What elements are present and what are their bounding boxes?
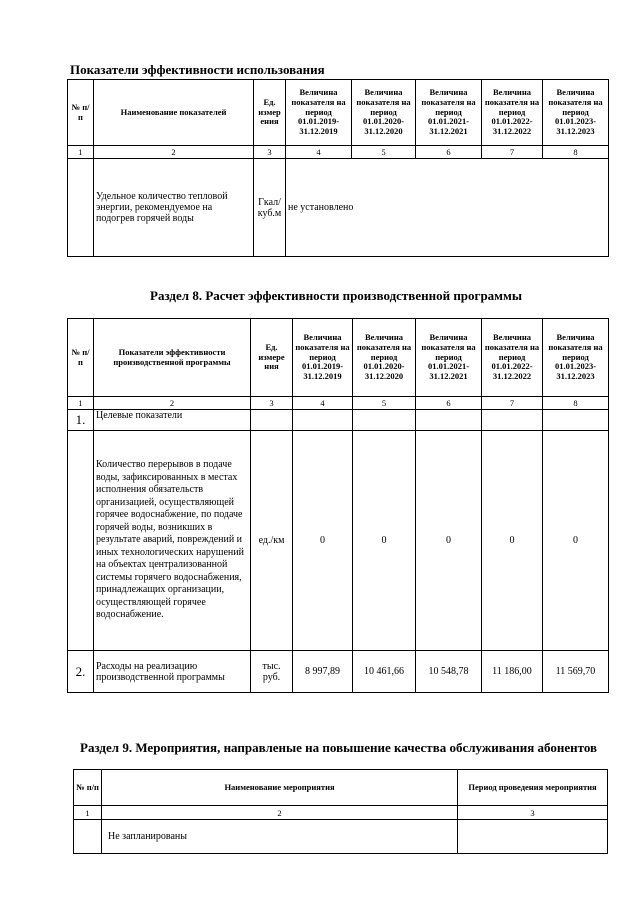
- col-2023-header: Величина показателя на период 01.01.2023-31.12.2023: [543, 319, 609, 397]
- col-2022-header: Величина показателя на период 01.01.2022-31.12.2022: [482, 319, 543, 397]
- index-cell: 1: [68, 146, 94, 159]
- index-cell: 2: [94, 397, 251, 410]
- costs-value-2019: 8 997,89: [293, 651, 353, 693]
- row-num-cell: [74, 820, 102, 854]
- measure-period: [458, 820, 608, 854]
- perf-section-title: Показатели эффективности использования: [70, 62, 325, 77]
- col-2023-header: Величина показателя на период 01.01.2023-31.12.2023: [543, 80, 609, 146]
- index-cell: 5: [353, 397, 416, 410]
- costs-row: [68, 651, 609, 693]
- index-cell: 5: [352, 146, 416, 159]
- row-num-cell: [68, 159, 94, 257]
- group-label: Целевые показатели: [94, 410, 251, 431]
- col-name-header: Показатели эффективности производственной программы: [94, 319, 251, 397]
- perf-index-row: [68, 146, 609, 159]
- col-2021-header: Величина показателя на период 01.01.2021-31.12.2021: [416, 80, 482, 146]
- col-unit-header: Ед. измере ния: [251, 319, 293, 397]
- section9-title: Раздел 9. Мероприятия, направленые на повышение качества обслуживания абонентов: [80, 740, 598, 755]
- costs-num: 2.: [68, 651, 94, 693]
- index-cell: 7: [482, 397, 543, 410]
- section8-title: Раздел 8. Расчет эффективности производственной программы: [150, 288, 523, 303]
- breaks-value-2023: 0: [543, 431, 609, 651]
- col-unit-header: Ед. измер ения: [254, 80, 286, 146]
- costs-value-2020: 10 461,66: [353, 651, 416, 693]
- perf-header-row: [68, 80, 609, 146]
- col-2020-header: Величина показателя на период 01.01.2020-31.12.2020: [352, 80, 416, 146]
- breaks-value-2022: 0: [482, 431, 543, 651]
- col-2019-header: Величина показателя на период 01.01.2019-31.12.2019: [293, 319, 353, 397]
- index-cell: 8: [543, 146, 609, 159]
- col-num-header: № п/п: [74, 770, 102, 806]
- costs-value-2021: 10 548,78: [416, 651, 482, 693]
- col-2022-header: Величина показателя на период 01.01.2022-31.12.2022: [482, 80, 543, 146]
- col-2021-header: Величина показателя на период 01.01.2021-31.12.2021: [416, 319, 482, 397]
- row-num-cell: [68, 431, 94, 651]
- group-num: 1.: [68, 410, 94, 431]
- costs-value-2022: 11 186,00: [482, 651, 543, 693]
- index-cell: 3: [251, 397, 293, 410]
- group-row-targets: [68, 410, 609, 431]
- index-cell: 2: [94, 146, 254, 159]
- col-name-header: Наименование показателей: [94, 80, 254, 146]
- col-measure-header: Наименование мероприятия: [102, 770, 458, 806]
- index-cell: 7: [482, 146, 543, 159]
- col-2020-header: Величина показателя на период 01.01.2020-31.12.2020: [353, 319, 416, 397]
- indicator-unit: Гкал/ куб.м: [254, 159, 286, 257]
- col-period-header: Период проведения мероприятия: [458, 770, 608, 806]
- index-cell: 8: [543, 397, 609, 410]
- index-cell: 6: [416, 146, 482, 159]
- breaks-unit: ед./км: [251, 431, 293, 651]
- indicator-name: Удельное количество тепловой энергии, рекомендуемое на подогрев горячей воды: [94, 159, 254, 257]
- costs-indicator-name: Расходы на реализацию производственной программы: [94, 651, 251, 693]
- costs-value-2023: 11 569,70: [543, 651, 609, 693]
- section8-table: [67, 318, 609, 693]
- index-cell: 1: [68, 397, 94, 410]
- index-cell: 3: [254, 146, 286, 159]
- perf-table: [67, 79, 609, 257]
- section9-table: [73, 769, 608, 854]
- section9-data-row: [74, 820, 608, 854]
- col-2019-header: Величина показателя на период 01.01.2019-31.12.2019: [286, 80, 352, 146]
- index-cell: 4: [286, 146, 352, 159]
- measure-name: Не запланированы: [102, 820, 458, 854]
- index-cell: 1: [74, 806, 102, 820]
- breaks-value-2019: 0: [293, 431, 353, 651]
- index-cell: 3: [458, 806, 608, 820]
- section9-index-row: [74, 806, 608, 820]
- section8-index-row: [68, 397, 609, 410]
- section9-header-row: [74, 770, 608, 806]
- costs-unit: тыс. руб.: [251, 651, 293, 693]
- index-cell: 2: [102, 806, 458, 820]
- breaks-indicator-name: Количество перерывов в подаче воды, зафиксированных в местах исполнения обязательств организацией, осуществляющей горячее водоснабжение, по подаче горячей воды, возникших в результате аварий, повреждений и иных технологических нарушений на объектах централизованной системы горячего водоснабжения, принадлежащих организации, осуществляющей горячее водоснабжение.: [94, 431, 251, 651]
- indicator-value: не установлено: [286, 159, 609, 257]
- col-num-header: № п/п: [68, 319, 94, 397]
- col-num-header: № п/п: [68, 80, 94, 146]
- index-cell: 4: [293, 397, 353, 410]
- breaks-value-2020: 0: [353, 431, 416, 651]
- index-cell: 6: [416, 397, 482, 410]
- breaks-value-2021: 0: [416, 431, 482, 651]
- section8-header-row: [68, 319, 609, 397]
- breaks-row: [68, 431, 609, 651]
- perf-data-row: [68, 159, 609, 257]
